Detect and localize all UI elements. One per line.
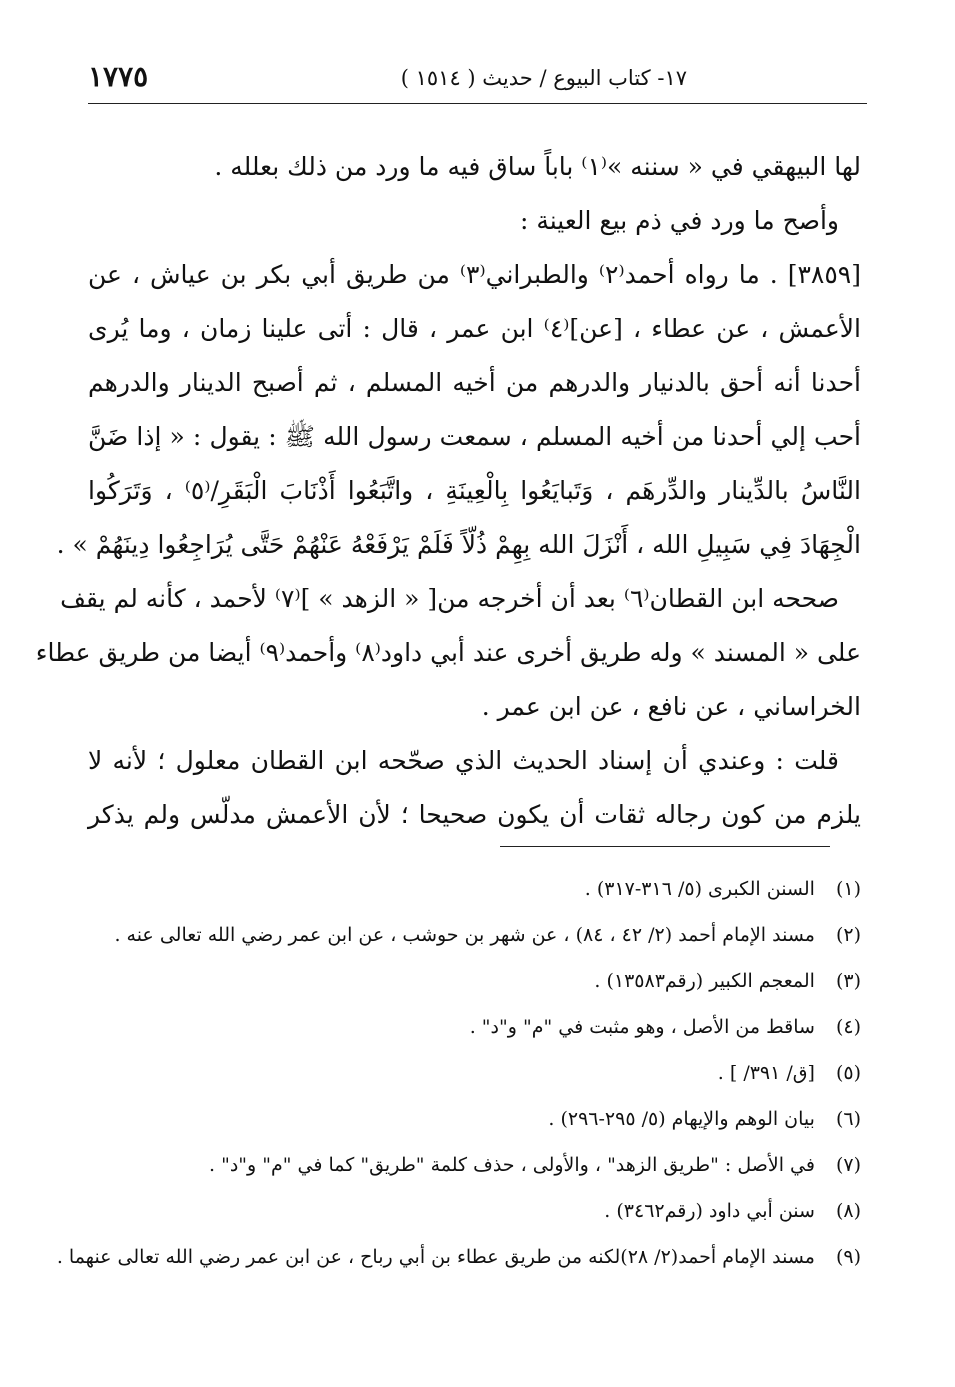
text-line: قلت : وعندي أن إسناد الحديث الذي صحّحه ابن القطان معلول ؛ لأنه لا [88,746,839,775]
footnote-number: (٨) [835,1200,861,1222]
text-line: لها البيهقي في « سننه »⁽١⁾ باباً ساق فيه ما ورد من ذلك بعلله . [214,152,861,181]
footnote-text: مسند الإمام أحمد(٢/ ٢٨)لكنه من طريق عطاء بن أبي رباح ، عن ابن عمر رضي الله تعالى عنهما . [56,1246,815,1268]
footnote-text: مسند الإمام أحمد (٢/ ٤٢ ، ٨٤) ، عن شهر بن حوشب ، عن ابن عمر رضي الله تعالى عنه . [114,924,815,946]
running-header [88,60,867,100]
footnote-text: في الأصل : "طريق الزهد" ، والأولى ، حذف كلمة "طريق" كما في "م" و"د" . [209,1154,815,1176]
footnote-number: (٢) [835,924,861,946]
text-line: الأعمش ، عن عطاء ، [عن]⁽٤⁾ ابن عمر ، قال : أتى علينا زمان ، وما يُرى [88,314,861,343]
footnote-text: سنن أبي داود (رقم٣٤٦٢) . [604,1200,815,1222]
footnote-number: (٦) [835,1108,861,1130]
chapter-title: ١٧- كتاب البيوع / حديث ( ١٥١٤ ) [400,66,687,90]
footnote-number: (١) [835,878,861,900]
footnote-number: (٩) [835,1246,861,1268]
text-line: أحدنا أنه أحق بالدنيار والدرهم من أخيه المسلم ، ثم أصبح الدينار والدرهم [88,368,861,397]
text-line: أحب إلي أحدنا من أخيه المسلم ، سمعت رسول الله ﷺ : يقول : « إذا ضَنَّ [88,422,861,451]
footnote-text: ساقط من الأصل ، وهو مثبت في "م" و"د" . [469,1016,815,1038]
footnote [84,1142,861,1188]
footnote [84,866,861,912]
footnote [56,1234,861,1280]
footnote-text: السنن الكبرى (٥/ ٣١٦-٣١٧) . [584,878,815,900]
footnote [84,1188,861,1234]
text-line: على « المسند » وله طريق أخرى عند أبي داود⁽٨⁾ وأحمد⁽٩⁾ أيضا من طريق عطاء [35,638,861,667]
page-number: ١٧٧٥ [88,60,149,93]
text-line: صححه ابن القطان⁽٦⁾ بعد أن أخرجه من[ « الزهد » ]⁽٧⁾ لأحمد ، كأنه لم يقف [60,584,839,613]
footnote-number: (٥) [835,1062,861,1084]
text-line: الخراساني ، عن نافع ، عن ابن عمر . [481,692,861,721]
footnote-divider [500,846,830,847]
footnote-number: (٧) [835,1154,861,1176]
footnotes [56,866,861,1280]
text-line: الْجِهَادَ فِي سَبِيلِ الله ، أَنْزَلَ الله بِهِمْ ذُلّاً فَلَمْ يَرْفَعْهُ عَنْهُمْ حَتَّى يُرَاجِعُوا دِينَهُمْ » . [56,530,861,559]
footnote [84,1096,861,1142]
footnote [84,912,861,958]
main-text [35,140,861,842]
footnote [84,1004,861,1050]
footnote-text: المعجم الكبير (رقم١٣٥٨٣) . [594,970,815,992]
footnote-number: (٤) [835,1016,861,1038]
footnote-text: بيان الوهم والإيهام (٥/ ٢٩٥-٢٩٦) . [548,1108,815,1130]
footnote [84,1050,861,1096]
footnote-text: [ق/ ٣٩١/ ] . [717,1062,815,1084]
header-divider [88,103,867,104]
text-line: يلزم من كون رجاله ثقات أن يكون صحيحا ؛ لأن الأعمش مدلّس ولم يذكر [88,800,861,829]
footnote [84,958,861,1004]
text-line: وأصح ما ورد في ذم بيع العينة : [519,206,839,235]
text-line: [٣٨٥٩] . ما رواه أحمد⁽٢⁾ والطبراني⁽٣⁾ من طريق أبي بكر بن عياش ، عن [88,260,861,289]
footnote-number: (٣) [835,970,861,992]
text-line: النَّاسُ بالدِّينار والدِّرهَم ، وَتَبايَعُوا بِالْعِينَةِ ، واتَّبَعُوا أَذْنَابَ الْبَقَرِ/⁽٥⁾ ، وَتَرَكُوا [88,476,861,505]
